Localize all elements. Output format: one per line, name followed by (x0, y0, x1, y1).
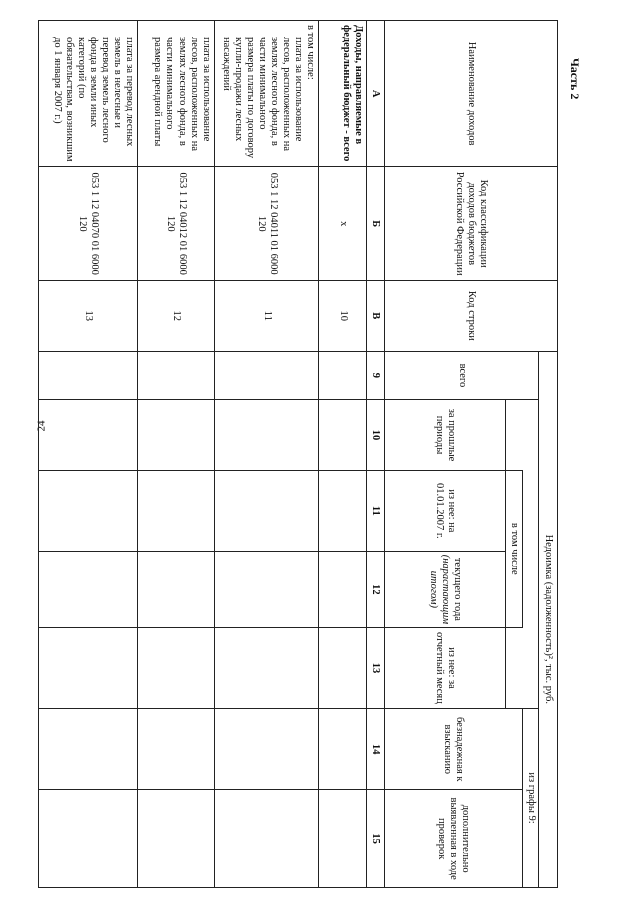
header-arrears: Недоимка (задолженность)², тыс. руб. (539, 351, 558, 887)
page-number: 24 (35, 420, 48, 432)
header-total: всего (384, 351, 539, 400)
header-monthly: из нее: за отчетный месяц (384, 627, 506, 708)
header-past: за прошлые периоды (384, 400, 506, 470)
header-code: Код классификации доходов бюджетов Российской Федерации (384, 167, 557, 281)
column-numbers-row: А Б В 9 10 11 12 13 14 15 (366, 21, 384, 888)
header-hopeless: безнадежная к взысканию (384, 709, 522, 790)
header-name: Наименование доходов (384, 21, 557, 167)
table-row: плата за использование лесов, расположенных на землях лесного фонда, в части минимального размера арендной платы 053 1 12 04012 01 6000 120 12 (138, 21, 214, 888)
header-current: текущего года (нарастающим итогом) (384, 551, 506, 627)
header-extra: дополнительно выявленная в ходе проверок (384, 790, 522, 888)
table-row: плата за перевод лесных земель в нелесные и перевод земель лесного фонда в земли иных категорий (по обязательствам, возникшим до 1 января 2007 г.) 053 1 12 04070 01 6000 120 13 (39, 21, 138, 888)
table-row: Доходы, направляемые в федеральный бюджет - всего x 10 (319, 21, 367, 888)
header-line: Код строки (384, 281, 557, 351)
arrears-table (35, 20, 558, 888)
part-label: Часть 2 (568, 58, 582, 100)
table-row: в том числе: плата за использование лесов, расположенных на землях лесного фонда, в части минимального размера платы по договору купли-продажи лесных насаждений 053 1 12 04011 01 6000 120 11 (214, 21, 319, 888)
header-incl: в том числе (506, 470, 523, 627)
header-since2007: из нее: на 01.01.2007 г. (384, 470, 506, 551)
header-of9: из графы 9: (522, 709, 539, 888)
